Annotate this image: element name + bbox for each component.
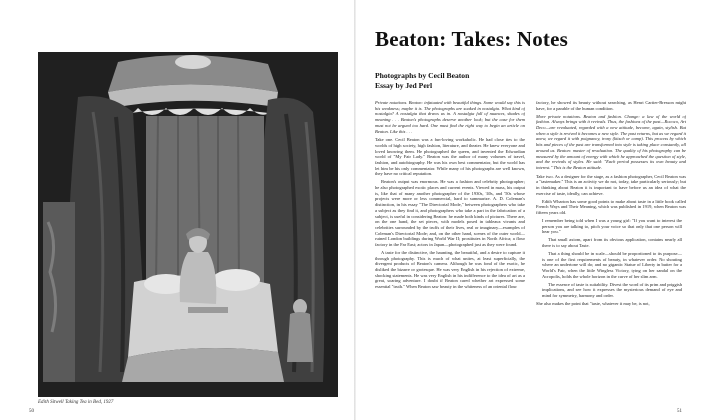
byline-essay: Essay by Jed Perl (375, 81, 433, 90)
paragraph: Beaton's output was enormous. He was a fashion and celebrity photographer; he also photographed exotic places and current events. Viewed in mass, his output is, like that of many another photographer of the 1930s, '40s, and '50s whose projects were more or less commercial, hard to summarize. A. D. Coleman's distinction, in his essay "The Directorial Mode," between photographers who take a subject as they find it, and photographers who take a part in the fabrication of a subject, is useful in considering Beaton: he made both kinds of pictures. There are, on the one hand, the set pieces, with models posed in tableaux vivants and celebrities surrounded by the truffs of their lives, real or imaginary—examples of Coleman's Directorial Mode; and, on the other hand, scenes of the outer world—ruined London buildings during World War II; prostitutes in North Africa; a flour factory in the Far East; actors in Japan—photographed just as they were found. (375, 179, 525, 248)
page-number-left: 50 (29, 409, 34, 414)
paragraph: Take one. Cecil Beaton was a fun-loving workaholic. He had close ties to the worlds of high society, high fashion, literature, and theater. He knew everyone and loved knowing them. He photographed the queen, and invented the Edwardian world of "My Fair Lady." Beaton was the author of many volumes of travel, fashion, and autobiography. He was his own best commentator, but the world has let him be his only commentator. While many of his photographs are well known, they have no critical reputation. (375, 137, 525, 177)
text-column-2 (536, 100, 686, 405)
paragraph: Take two. As a designer for the stage, as a fashion photographer, Cecil Beaton was a "tastemaker." This is an activity we do not, today, take particularly seriously; but in thinking about Beaton it is important to have before us an idea of what the exercise of taste, ideally, can achieve. (536, 173, 686, 196)
block-quote: That small axiom, apart from its obvious application, contains nearly all there is to say about Taste. (542, 237, 682, 248)
paragraph: Private notations. Beaton: infatuated with beautiful things. Some would say this is his weakness; maybe it is. The photographs are soaked in nostalgia. What kind of nostalgia? A nostalgia that draws us in. A nostalgia full of nuances, shades of meaning . . . Beaton's photographs deserve another look; but the case for them must not be argued too hard. One must find the right way to begin an article on Beaton. Like this . . . (375, 100, 525, 134)
article-title: Beaton: Takes: Notes (375, 27, 569, 51)
canopy-bed-photo (38, 52, 338, 397)
paragraph: More private notations. Beaton and fashion. Change: a law of the world of fashion. Always brings with it revivals. Thus, the fashions of the past—Rococo, Art Deco—are revaluated, regarded with a new attitude, become, again, stylish. But when a style is revived it becomes a new style. The past returns, but as we regard it anew, we regard it with poignancy, irony (kitsch or camp). This process by which bits and pieces of the past are transformed into style is taking place constantly, all around us. Beaton: master of revaluation. The quality of his photography can be measured by the amount of energy with which he approached the question of style, and the revivals of styles. He said: "Each period possesses its own beauty and interest." This is the Beaton attitude. (536, 113, 686, 170)
paragraph: A taste for the distinctive, the haunting, the beautiful, and a desire to capture it through photography. This is much of what unites, at least superficially, the divergent products of Beaton's camera. Although he was fond of the exotic, he disliked the bizarre or grotesque. He was very English in his rejection of extreme, shocking statements. He was very English in his indifference to the idea of art as a great, soaring adventure. I doubt if Beaton cared whether art expressed some essential "truth." When Beaton saw beauty in the whiteness of an oriental flour (375, 249, 525, 290)
paragraph: factory, he showed its beauty without searching, as Henri Cartier-Bresson might have, for a parable of the human condition. (536, 100, 686, 111)
text-column-1 (375, 100, 525, 405)
paragraph: She also makes the point that "taste, whatever it may be, is not, (536, 300, 650, 306)
photo-caption: Edith Sitwell Taking Tea in Bed, 1927 (38, 400, 114, 405)
block-quote: I remember being told when I was a young girl: "If you want to interest the person you are talking to, pitch your voice so that only that one person will hear you." (542, 217, 682, 235)
photograph (38, 52, 338, 397)
byline-photographs: Photographs by Cecil Beaton (375, 71, 470, 80)
block-quote: The essence of taste is suitability. Divest the word of its prim and priggish implications, and see how it expresses the mysterious demand of eye and mind for symmetry, harmony and order. (542, 281, 682, 298)
page-number-right: 51 (677, 409, 682, 414)
gutter (354, 0, 356, 420)
block-quote: That a thing should be in scale—should be proportioned to its purpose—is one of the first requirements of beauty, in whatever order. No shouting where an undertone will do; and no gigantic Statue of Liberty in butter for a World's Fair, when the little Wingless Victory, tying on her sandal on the Acropolis, holds the whole horizon in the curve of her slim arm. (542, 250, 682, 279)
paragraph: Edith Wharton has some good points to make about taste in a little book called French Ways and Their Meaning, which was published in 1919, when Beaton was fifteen years old. (536, 198, 686, 216)
